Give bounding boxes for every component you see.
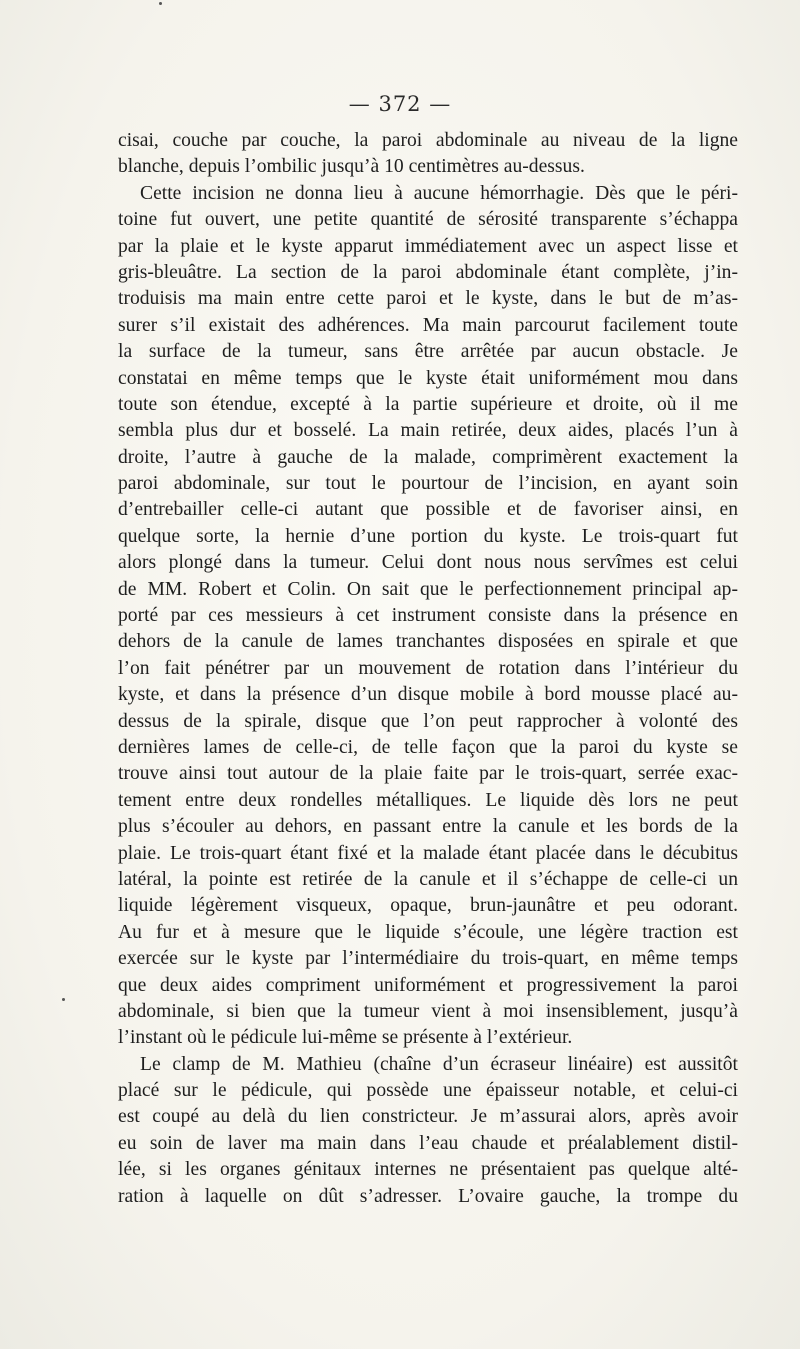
text-line: toute son étendue, excepté à la partie supérieure et droite, où il me xyxy=(118,393,738,415)
text-line: alors plongé dans la tumeur. Celui dont nous nous servîmes est celui xyxy=(118,552,738,574)
text-line: placé sur le pédicule, qui possède une épaisseur notable, et celui-ci xyxy=(118,1080,738,1102)
text-line: Le clamp de M. Mathieu (chaîne d’un écraseur linéaire) est aussitôt xyxy=(140,1053,738,1075)
text-line: abdominale, si bien que la tumeur vient à moi insensiblement, jusqu’à xyxy=(118,1000,738,1022)
text-line: surer s’il existait des adhérences. Ma main parcourut facilement toute xyxy=(118,314,738,336)
text-line: de MM. Robert et Colin. On sait que le perfectionnement principal ap- xyxy=(118,578,738,600)
text-line: que deux aides compriment uniformément et progressivement la paroi xyxy=(118,974,738,996)
text-line: trouve ainsi tout autour de la plaie faite par le trois-quart, serrée exac- xyxy=(118,763,738,785)
text-line: plus s’écouler au dehors, en passant entre la canule et les bords de la xyxy=(118,816,738,838)
text-line: toine fut ouvert, une petite quantité de sérosité transparente s’échappa xyxy=(118,209,738,231)
text-line: kyste, et dans la présence d’un disque mobile à bord mousse placé au- xyxy=(118,684,738,706)
body-text xyxy=(118,128,738,1210)
text-line: l’instant où le pédicule lui-même se présente à l’extérieur. xyxy=(118,1027,573,1049)
text-line: lée, si les organes génitaux internes ne présentaient pas quelque alté- xyxy=(118,1159,738,1181)
text-line: dessus de la spirale, disque que l’on peut rapprocher à volonté des xyxy=(118,710,738,732)
text-line: la surface de la tumeur, sans être arrêtée par aucun obstacle. Je xyxy=(118,341,738,363)
text-line: porté par ces messieurs à cet instrument consiste dans la présence en xyxy=(118,605,738,627)
text-line: plaie. Le trois-quart étant fixé et la malade étant placée dans le décubitus xyxy=(118,842,738,864)
text-line: droite, l’autre à gauche de la malade, comprimèrent exactement la xyxy=(118,446,738,468)
text-line: dehors de la canule de lames tranchantes disposées en spirale et que xyxy=(118,631,738,653)
text-line: dernières lames de celle-ci, de telle façon que la paroi du kyste se xyxy=(118,736,738,758)
text-line: sembla plus dur et bosselé. La main retirée, deux aides, placés l’un à xyxy=(118,420,738,442)
text-line: gris-bleuâtre. La section de la paroi abdominale étant complète, j’in- xyxy=(118,261,738,283)
text-line: quelque sorte, la hernie d’une portion du kyste. Le trois-quart fut xyxy=(118,525,738,547)
text-line: est coupé au delà du lien constricteur. Je m’assurai alors, après avoir xyxy=(118,1106,738,1128)
text-line: troduisis ma main entre cette paroi et le kyste, dans le but de m’as- xyxy=(118,288,738,310)
text-line: ration à laquelle on dût s’adresser. L’ovaire gauche, la trompe du xyxy=(118,1185,738,1207)
page-number: — 372 — xyxy=(348,92,452,116)
text-line: exercée sur le kyste par l’intermédiaire du trois-quart, en même temps xyxy=(118,948,738,970)
text-line: par la plaie et le kyste apparut immédiatement avec un aspect lisse et xyxy=(118,235,738,257)
text-line: d’entrebailler celle-ci autant que possible et de favoriser ainsi, en xyxy=(118,499,738,521)
text-line: Au fur et à mesure que le liquide s’écoule, une légère traction est xyxy=(118,921,738,943)
print-speck xyxy=(159,2,162,5)
text-line: constatai en même temps que le kyste était uniformément mou dans xyxy=(118,367,738,389)
text-line: tement entre deux rondelles métalliques. Le liquide dès lors ne peut xyxy=(118,789,738,811)
text-line: cisai, couche par couche, la paroi abdominale au niveau de la ligne xyxy=(118,130,738,151)
text-line: blanche, depuis l’ombilic jusqu’à 10 centimètres au-dessus. xyxy=(118,156,585,178)
text-line: Cette incision ne donna lieu à aucune hémorrhagie. Dès que le péri- xyxy=(140,182,738,204)
print-speck xyxy=(62,998,65,1001)
text-line: eu soin de laver ma main dans l’eau chaude et préalablement distil- xyxy=(118,1132,738,1154)
text-line: paroi abdominale, sur tout le pourtour de l’incision, en ayant soin xyxy=(118,473,738,495)
text-line: l’on fait pénétrer par un mouvement de rotation dans l’intérieur du xyxy=(118,657,738,679)
text-line: latéral, la pointe est retirée de la canule et il s’échappe de celle-ci un xyxy=(118,868,738,890)
text-line: liquide légèrement visqueux, opaque, brun-jaunâtre et peu odorant. xyxy=(118,895,738,917)
